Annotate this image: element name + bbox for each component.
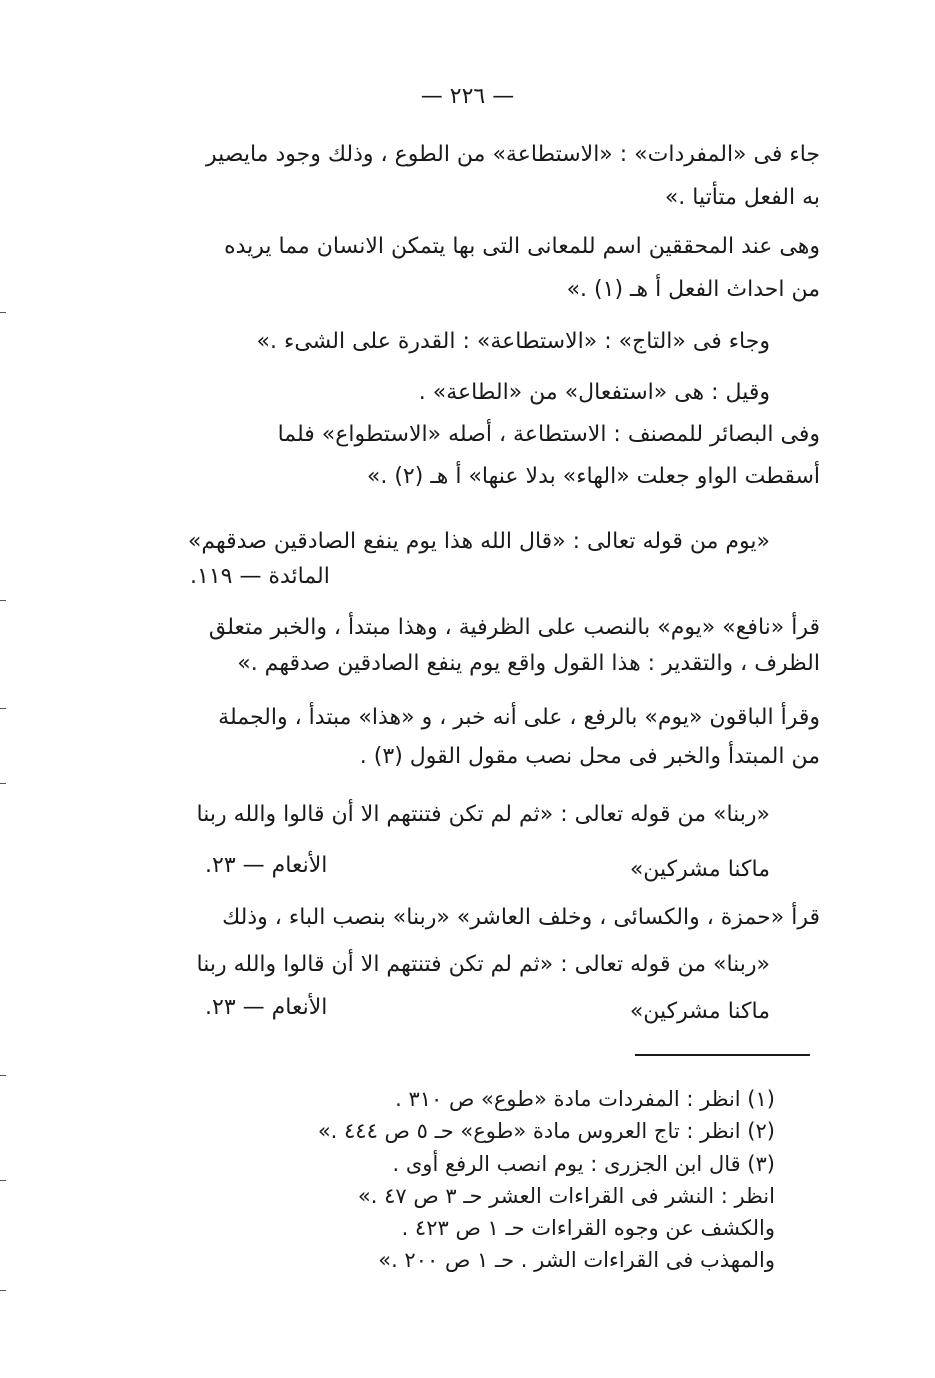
paragraph-5-line-2: أسقطت الواو جعلت «الهاء» بدلا عنها» أ هـ (٢) .» [366, 464, 820, 489]
paragraph-6-line-2: الظرف ، والتقدير : هذا القول واقع يوم ينفع الصادقين صدقهم .» [237, 651, 820, 676]
paragraph-2-line-1: وهى عند المحققين اسم للمعانى التى بها يتمكن الانسان مما يريده [224, 234, 820, 259]
paragraph-8-line-1: قرأ «حمزة ، والكسائى ، وخلف العاشر» «ربنا» بنصب الباء ، وذلك [222, 905, 820, 930]
quote-2-line-2: ماكنا مشركين» [629, 857, 770, 882]
paragraph-4: وقيل : هى «استفعال» من «الطاعة» . [418, 380, 770, 405]
quote-1-source: المائدة — ١١٩. [190, 564, 330, 589]
scan-edge-mark [0, 1180, 6, 1181]
paragraph-7-line-2: من المبتدأ والخبر فى محل نصب مقول القول (٣) . [359, 744, 820, 769]
footnote-3-ref-1: انظر : النشر فى القراءات العشر حـ ٣ ص ٤٧ .» [357, 1184, 775, 1208]
paragraph-8-source: الأنعام — ٢٣. [205, 995, 328, 1020]
paragraph-8-line-3: ماكنا مشركين» [629, 999, 770, 1024]
scan-edge-mark [0, 783, 6, 784]
footnote-divider [635, 1054, 810, 1056]
scan-edge-mark [0, 600, 6, 601]
scan-edge-mark [0, 312, 6, 313]
paragraph-1-line-1: جاء فى «المفردات» : «الاستطاعة» من الطوع ، وذلك وجود مايصير [205, 142, 820, 167]
quote-2-source: الأنعام — ٢٣. [205, 853, 328, 878]
footnote-3-ref-3: والمهذب فى القراءات الشر . حـ ١ ص ٢٠٠ .» [378, 1248, 775, 1272]
paragraph-7-line-1: وقرأ الباقون «يوم» بالرفع ، على أنه خبر ، و «هذا» مبتدأ ، والجملة [218, 705, 820, 730]
quote-2-line-1: «ربنا» من قوله تعالى : «ثم لم تكن فتنتهم الا أن قالوا والله ربنا [196, 802, 770, 827]
footnote-3-ref-2: والكشف عن وجوه القراءات حـ ١ ص ٤٢٣ . [401, 1216, 775, 1240]
paragraph-1-line-2: به الفعل متأتيا .» [664, 185, 820, 210]
footnote-2: (٢) انظر : تاج العروس مادة «طوع» حـ ٥ ص ٤٤٤ .» [317, 1119, 775, 1143]
page-number: — ٢٢٦ — [420, 84, 515, 109]
paragraph-8-line-2: «ربنا» من قوله تعالى : «ثم لم تكن فتنتهم الا أن قالوا والله ربنا [196, 952, 770, 977]
paragraph-2-line-2: من احداث الفعل أ هـ (١) .» [566, 277, 820, 302]
paragraph-5-line-1: وفى البصائر للمصنف : الاستطاعة ، أصله «الاستطواع» فلما [277, 422, 820, 447]
paragraph-6-line-1: قرأ «نافع» «يوم» بالنصب على الظرفية ، وهذا مبتدأ ، والخبر متعلق [208, 615, 820, 640]
scan-edge-mark [0, 708, 6, 709]
scan-edge-mark [0, 1075, 6, 1076]
footnote-1: (١) انظر : المفردات مادة «طوع» ص ٣١٠ . [395, 1087, 775, 1111]
paragraph-3: وجاء فى «التاج» : «الاستطاعة» : القدرة على الشىء .» [256, 329, 770, 354]
scan-edge-mark [0, 1290, 6, 1291]
footnote-3: (٣) قال ابن الجزرى : يوم انصب الرفع أوى . [392, 1152, 775, 1176]
quote-1-line-1: «يوم من قوله تعالى : «قال الله هذا يوم ينفع الصادقين صدقهم» [187, 529, 770, 554]
